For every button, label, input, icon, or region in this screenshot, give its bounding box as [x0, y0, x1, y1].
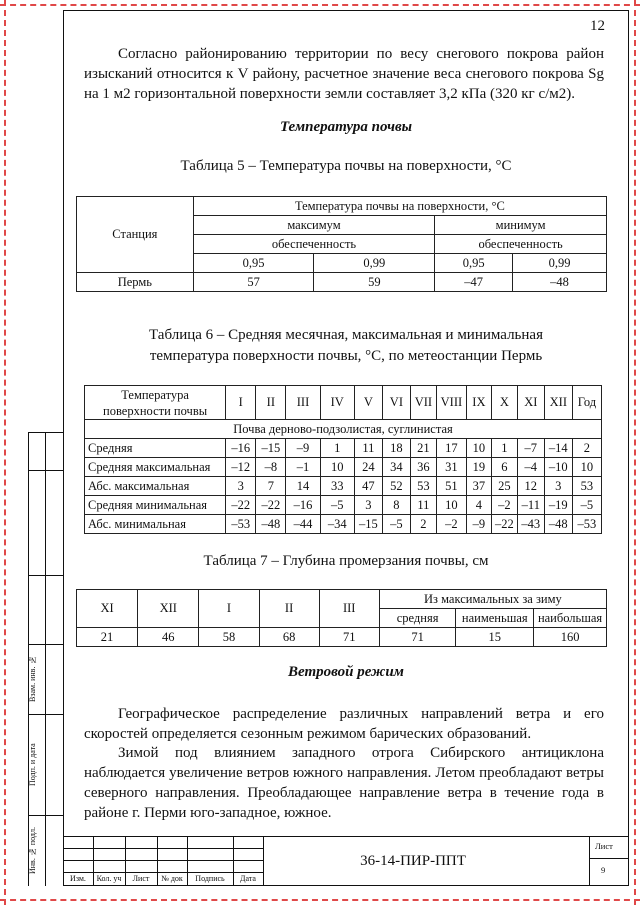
document-code: 36-14-ПИР-ППТ — [360, 853, 466, 869]
table-row — [85, 439, 602, 458]
table5-cell: Пермь — [77, 273, 194, 292]
table-row — [85, 458, 602, 477]
table6-cell: 1 — [491, 439, 517, 458]
table7-month-header: XII — [138, 590, 199, 628]
dashed-border-bottom — [0, 899, 640, 901]
side-sign-date-label: Подп. и дата — [28, 743, 37, 787]
table6-cell: –2 — [436, 515, 466, 534]
table6-cell: 8 — [382, 496, 410, 515]
table6-cell: –14 — [544, 439, 572, 458]
table5-min-header: минимум — [435, 216, 607, 235]
table6-cell: –5 — [320, 496, 354, 515]
table6-month-header: II — [256, 386, 286, 420]
table6-month-header: Год — [572, 386, 601, 420]
table6-cell: –53 — [572, 515, 601, 534]
tb-label-kol-uch: Кол. уч — [96, 874, 122, 883]
table6-cell: 10 — [436, 496, 466, 515]
table5-caption: Таблица 5 – Температура почвы на поверхности, °С — [180, 158, 512, 174]
tb-label-izm: Изм. — [70, 874, 86, 883]
table7-cell: 58 — [199, 628, 259, 647]
tb-label-no-doc: № док — [161, 874, 183, 883]
table6-row-label: Средняя минимальная — [85, 496, 226, 515]
table6-month-header: I — [226, 386, 256, 420]
tb-label-podpis: Подпись — [195, 874, 225, 883]
table6-cell: 1 — [320, 439, 354, 458]
sheet-number: 9 — [601, 865, 606, 875]
table6-cell: 36 — [410, 458, 436, 477]
table6-cell: –9 — [286, 439, 320, 458]
table6-cell: –48 — [256, 515, 286, 534]
table6-cell: –16 — [226, 439, 256, 458]
table6-month-header: VIII — [436, 386, 466, 420]
dashed-border-left — [4, 0, 6, 905]
table6-cell: –8 — [256, 458, 286, 477]
table6-cell: 4 — [466, 496, 491, 515]
table5-p95: 0,95 — [193, 254, 314, 273]
table6-month-header: XII — [544, 386, 572, 420]
table-row — [85, 515, 602, 534]
table5-prob-header: обеспеченность — [435, 235, 607, 254]
table6-caption-line1: Таблица 6 – Средняя месячная, максимальная и минимальная — [149, 327, 543, 343]
side-stamp — [28, 432, 63, 886]
table6-cell: 53 — [410, 477, 436, 496]
table7-cell: 71 — [379, 628, 456, 647]
table6-row-label: Средняя — [85, 439, 226, 458]
table5-max-header: максимум — [193, 216, 435, 235]
table7-group-header: Из максимальных за зиму — [379, 590, 606, 609]
section-heading-wind-regime: Ветровой режим — [288, 664, 404, 680]
table6-cell: –15 — [256, 439, 286, 458]
table6-cell: –7 — [517, 439, 544, 458]
table7-cell: 21 — [77, 628, 138, 647]
table7-cell: 15 — [456, 628, 534, 647]
table6-cell: 34 — [382, 458, 410, 477]
table6-cell: 2 — [572, 439, 601, 458]
table6-row-label: Средняя максимальная — [85, 458, 226, 477]
table6-cell: 52 — [382, 477, 410, 496]
table6-caption-line2: температура поверхности почвы, °С, по метеостанции Пермь — [149, 348, 543, 364]
table6-cell: 17 — [436, 439, 466, 458]
table7-cell: 71 — [319, 628, 379, 647]
table6-cell: –44 — [286, 515, 320, 534]
side-inv-podl-label: Инв. № подл. — [28, 827, 37, 875]
table6-cell: 2 — [410, 515, 436, 534]
table6-cell: –1 — [286, 458, 320, 477]
table7-month-header: III — [319, 590, 379, 628]
table5-cell: 57 — [193, 273, 314, 292]
table6-month-header: VII — [410, 386, 436, 420]
table7-month-header: I — [199, 590, 259, 628]
table6-cell: 10 — [320, 458, 354, 477]
table5-prob-header: обеспеченность — [193, 235, 435, 254]
table6-cell: 6 — [491, 458, 517, 477]
table6-cell: 18 — [382, 439, 410, 458]
table6-cell: –5 — [382, 515, 410, 534]
table6-cell: 3 — [354, 496, 382, 515]
table6-cell: 47 — [354, 477, 382, 496]
table6-row-label: Абс. минимальная — [85, 515, 226, 534]
table5-cell: –48 — [513, 273, 607, 292]
table6-cell: 53 — [572, 477, 601, 496]
table5-p95: 0,95 — [435, 254, 513, 273]
dashed-border-right — [634, 0, 636, 905]
table6-cell: –22 — [491, 515, 517, 534]
table-7 — [76, 589, 607, 647]
table6-cell: 24 — [354, 458, 382, 477]
intro-paragraph: Согласно районированию территории по весу снегового покрова район изысканий относится к V району, расчетное значение веса снегового покрова Sg на 1 м2 горизонтальной поверхности земли составляет 3,2 кПа (320 кг с/м2). — [84, 46, 604, 102]
table7-sub-header: наименьшая — [456, 609, 534, 628]
table6-cell: –2 — [491, 496, 517, 515]
table6-cell: 11 — [410, 496, 436, 515]
table6-cell: –22 — [226, 496, 256, 515]
table6-cell: 7 — [256, 477, 286, 496]
table7-cell: 46 — [138, 628, 199, 647]
table6-cell: –12 — [226, 458, 256, 477]
table6-month-header: IX — [466, 386, 491, 420]
side-inv-vzam-label: Взам. инв. № — [28, 655, 37, 703]
table6-cell: 3 — [544, 477, 572, 496]
table6-month-header: X — [491, 386, 517, 420]
table6-cell: 21 — [410, 439, 436, 458]
table6-cell: –11 — [517, 496, 544, 515]
table6-cell: –16 — [286, 496, 320, 515]
table6-cell: 10 — [572, 458, 601, 477]
table6-cell: –10 — [544, 458, 572, 477]
sheet-label: Лист — [595, 841, 613, 851]
table6-cell: –9 — [466, 515, 491, 534]
table6-cell: 51 — [436, 477, 466, 496]
table7-month-header: II — [259, 590, 319, 628]
table6-soil-row: Почва дерново-подзолистая, суглинистая — [85, 420, 602, 439]
section-heading-soil-temperature: Температура почвы — [279, 119, 413, 135]
table6-cell: 25 — [491, 477, 517, 496]
table6-cell: –53 — [226, 515, 256, 534]
table6-cell: –34 — [320, 515, 354, 534]
table5-p99: 0,99 — [314, 254, 435, 273]
table6-cell: –22 — [256, 496, 286, 515]
table6-month-header: V — [354, 386, 382, 420]
table6-cell: –5 — [572, 496, 601, 515]
table6-row-label: Абс. максимальная — [85, 477, 226, 496]
table7-month-header: XI — [77, 590, 138, 628]
table5-p99: 0,99 — [513, 254, 607, 273]
table5-cell: 59 — [314, 273, 435, 292]
table6-header-first: Температура поверхности почвы — [85, 386, 226, 420]
table6-cell: 19 — [466, 458, 491, 477]
table6-cell: 14 — [286, 477, 320, 496]
table6-month-header: XI — [517, 386, 544, 420]
table6-cell: –43 — [517, 515, 544, 534]
table6-cell: 11 — [354, 439, 382, 458]
title-block — [63, 836, 629, 886]
table-row — [85, 496, 602, 515]
table6-cell: –19 — [544, 496, 572, 515]
table7-sub-header: средняя — [379, 609, 456, 628]
page-number: 12 — [590, 18, 605, 34]
table6-cell: –48 — [544, 515, 572, 534]
table7-cell: 68 — [259, 628, 319, 647]
table6-cell: 37 — [466, 477, 491, 496]
table5-group-header: Температура почвы на поверхности, °С — [193, 197, 606, 216]
table7-sub-header: наибольшая — [534, 609, 607, 628]
wind-paragraph-1: Географическое распределение различных направлений ветра и его скоростей определяется сезонным режимом барических образований. — [84, 706, 604, 742]
table6-month-header: III — [286, 386, 320, 420]
table7-caption: Таблица 7 – Глубина промерзания почвы, см — [203, 553, 489, 569]
wind-paragraph-2: Зимой под влиянием западного отрога Сибирского антициклона наблюдается увеличение ветров южного направления. Летом преобладают ветры северного направления. Преобладающее направление ветра в течение года в районе г. Перми юго-западное, южное. — [84, 745, 604, 821]
dashed-border-top — [0, 4, 640, 6]
table-row — [77, 628, 607, 647]
table6-cell: 31 — [436, 458, 466, 477]
table-row — [77, 273, 607, 292]
table5-cell: –47 — [435, 273, 513, 292]
table-row — [85, 477, 602, 496]
table6-cell: 33 — [320, 477, 354, 496]
tb-label-list: Лист — [132, 874, 150, 883]
table6-cell: 12 — [517, 477, 544, 496]
table-5 — [76, 196, 607, 292]
table5-station-header: Станция — [77, 197, 194, 273]
table7-cell: 160 — [534, 628, 607, 647]
table6-cell: 10 — [466, 439, 491, 458]
table6-cell: 3 — [226, 477, 256, 496]
table6-month-header: VI — [382, 386, 410, 420]
table6-month-header: IV — [320, 386, 354, 420]
table6-cell: –4 — [517, 458, 544, 477]
table-6 — [84, 385, 602, 534]
tb-label-data: Дата — [240, 874, 256, 883]
table6-cell: –15 — [354, 515, 382, 534]
